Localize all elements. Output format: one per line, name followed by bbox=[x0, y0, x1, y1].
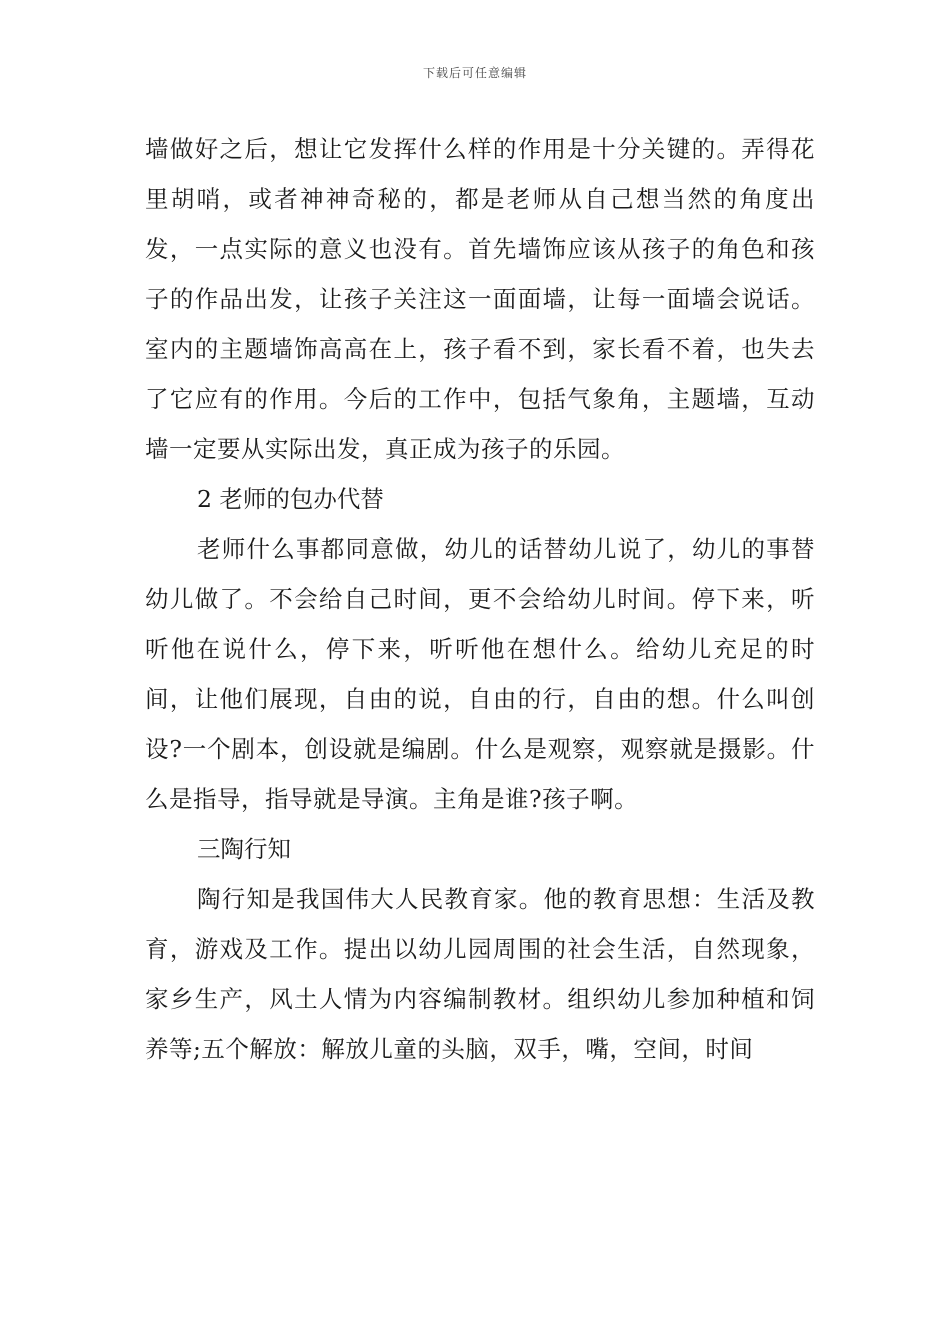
paragraph-wall-decoration: 墙做好之后，想让它发挥什么样的作用是十分关键的。弄得花里胡哨，或者神神奇秘的，都是老师从自己想当然的角度出发，一点实际的意义也没有。首先墙饰应该从孩子的角色和孩子的作品出发，让孩子关注这一面面墙，让每一面墙会说话。室内的主题墙饰高高在上，孩子看不到，家长看不着，也失去了它应有的作用。今后的工作中，包括气象角，主题墙，互动墙一定要从实际出发，真正成为孩子的乐园。 bbox=[145, 135, 815, 463]
section-heading-teacher-substitution: 2 老师的包办代替 bbox=[197, 485, 384, 513]
document-body bbox=[145, 124, 815, 1074]
paragraph-teacher-substitution: 老师什么事都同意做，幼儿的话替幼儿说了，幼儿的事替幼儿做了。不会给自己时间，更不会给幼儿时间。停下来，听听他在说什么，停下来，听听他在想什么。给幼儿充足的时间，让他们展现，自由的说，自由的行，自由的想。什么叫创设?一个剧本，创设就是编剧。什么是观察，观察就是摄影。什么是指导，指导就是导演。主角是谁?孩子啊。 bbox=[145, 535, 815, 813]
paragraph-tao-xingzhi: 陶行知是我国伟大人民教育家。他的教育思想：生活及教育，游戏及工作。提出以幼儿园周围的社会生活，自然现象，家乡生产，风土人情为内容编制教材。组织幼儿参加种植和饲养等;五个解放：解放儿童的头脑，双手，嘴，空间，时间 bbox=[145, 885, 815, 1063]
page-header: 下载后可任意编辑 bbox=[422, 66, 527, 80]
section-heading-tao-xingzhi: 三陶行知 bbox=[197, 835, 291, 863]
